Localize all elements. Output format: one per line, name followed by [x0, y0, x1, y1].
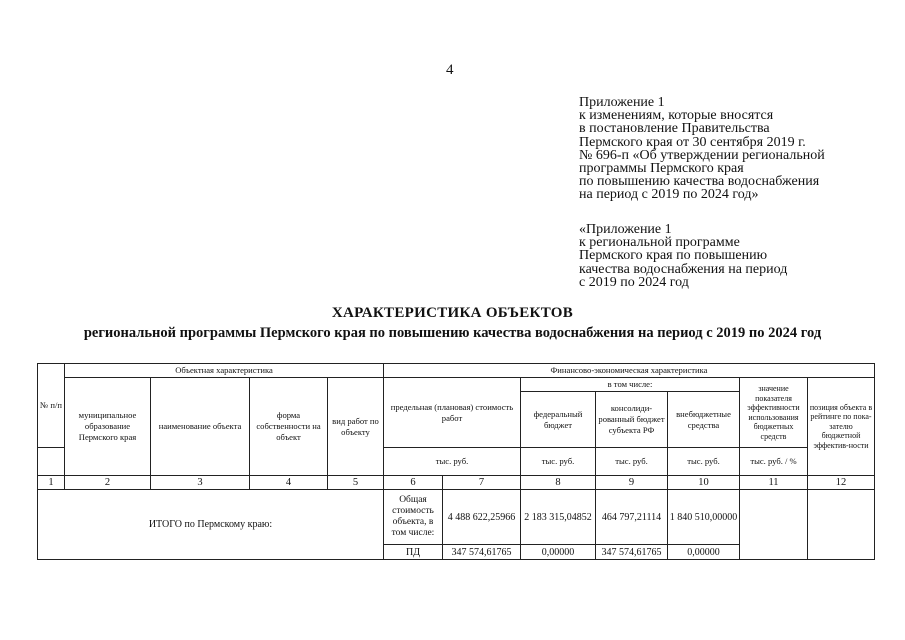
header-including: в том числе:: [521, 378, 740, 392]
appendix-header-line: по повышению качества водоснабжения: [579, 174, 820, 190]
total-federal-value: 2 183 315,04852: [521, 490, 596, 545]
header-number: № п/п: [38, 364, 65, 448]
program-appendix-line: «Приложение 1: [579, 222, 672, 237]
program-appendix-line: с 2019 по 2024 год: [579, 274, 689, 290]
unit-extrabudget: тыс. руб.: [668, 448, 740, 476]
column-number: 4: [250, 476, 328, 490]
unit-max-cost: тыс. руб.: [384, 448, 521, 476]
column-number: 12: [808, 476, 875, 490]
header-ownership: форма собственности на объект: [250, 378, 328, 476]
document-subtitle: региональной программы Пермского края по повышению качества водоснабжения на период с 2019 по 2024 год: [83, 325, 822, 341]
total-cost-value: 4 488 622,25966: [443, 490, 521, 545]
unit-indicator: тыс. руб. / %: [740, 448, 808, 476]
column-number: 11: [740, 476, 808, 490]
total-rating-empty: [808, 490, 875, 560]
appendix-header: [579, 96, 825, 202]
header-rating-position: позиция объекта в рейтинге по пока-зателю бюджетной эффектив-ности: [808, 378, 875, 476]
appendix-header-line: в постановление Правительства: [579, 121, 770, 137]
header-extrabudget: внебюджетные средства: [668, 392, 740, 448]
total-extrabudget-value: 1 840 510,00000: [668, 490, 740, 545]
header-max-cost: предельная (плановая) стоимость работ: [384, 378, 521, 448]
header-object-group: Объектная характеристика: [65, 364, 384, 378]
column-number: 5: [328, 476, 384, 490]
row-label-design-docs: ПД: [384, 545, 443, 560]
program-appendix-line: к региональной программе: [579, 235, 740, 251]
program-appendix-header: [579, 223, 787, 289]
column-number: 6: [384, 476, 443, 490]
column-number: 8: [521, 476, 596, 490]
appendix-header-line: на период с 2019 по 2024 год»: [579, 187, 759, 203]
page-number: 4: [446, 62, 454, 78]
design-docs-federal-value: 0,00000: [521, 545, 596, 560]
column-number: 9: [596, 476, 668, 490]
column-number: 1: [38, 476, 65, 490]
design-docs-extrabudget-value: 0,00000: [668, 545, 740, 560]
design-docs-cost-value: 347 574,61765: [443, 545, 521, 560]
unit-federal: тыс. руб.: [521, 448, 596, 476]
appendix-header-line: программы Пермского края: [579, 161, 744, 177]
header-number-spacer: [38, 448, 65, 476]
appendix-header-line: к изменениям, которые вносятся: [579, 108, 774, 124]
total-label: ИТОГО по Пермскому краю:: [38, 490, 384, 560]
total-regional-value: 464 797,21114: [596, 490, 668, 545]
appendix-header-line: № 696-п «Об утверждении региональной: [579, 147, 825, 163]
header-federal-budget: федеральный бюджет: [521, 392, 596, 448]
row-label-total-cost: Общая стоимость объекта, в том числе:: [384, 490, 443, 545]
header-municipality: муниципальное образование Пермского края: [65, 378, 151, 476]
header-finance-group: Финансово-экономическая характеристика: [384, 364, 875, 378]
column-number: 2: [65, 476, 151, 490]
total-indicator-empty: [740, 490, 808, 560]
column-number: 10: [668, 476, 740, 490]
design-docs-regional-value: 347 574,61765: [596, 545, 668, 560]
unit-regional: тыс. руб.: [596, 448, 668, 476]
header-object-name: наименование объекта: [151, 378, 250, 476]
column-number: 7: [443, 476, 521, 490]
header-efficiency-indicator: значение показателя эффективности использования бюджетных средств: [740, 378, 808, 448]
program-appendix-line: Пермского края по повышению: [579, 248, 768, 264]
document-title: ХАРАКТЕРИСТИКА ОБЪЕКТОВ: [331, 305, 574, 321]
header-work-type: вид работ по объекту: [328, 378, 384, 476]
program-appendix-line: качества водоснабжения на период: [579, 261, 788, 277]
header-regional-budget: консолиди-рованный бюджет субъекта РФ: [596, 392, 668, 448]
appendix-header-line: Приложение 1: [579, 95, 665, 110]
objects-table: [37, 363, 875, 560]
appendix-header-line: Пермского края от 30 сентября 2019 г.: [579, 134, 806, 150]
column-number: 3: [151, 476, 250, 490]
